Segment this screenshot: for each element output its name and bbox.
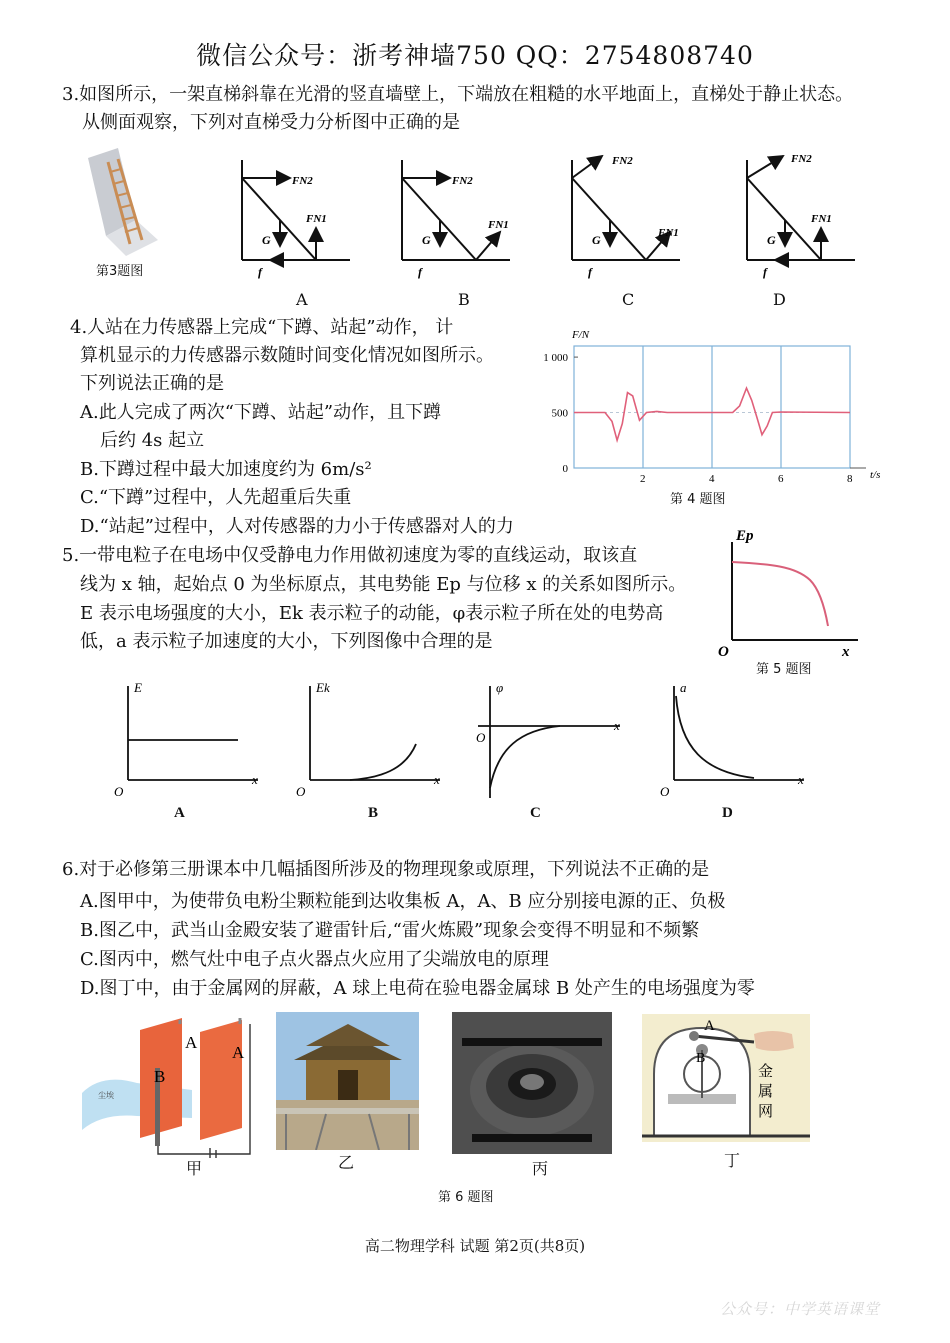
q3-diagram-a: [230, 150, 355, 285]
f-label: f: [588, 265, 592, 279]
q6-option-d: D.图丁中，由于金属网的屏蔽，A 球上电荷在验电器金属球 B 处产生的电场强度为零: [80, 978, 755, 999]
q5-graph-c: [470, 678, 630, 803]
fn1-label: FN1: [488, 219, 509, 231]
q3-fig-caption: 第3题图: [96, 264, 144, 279]
q5-graph-d: [654, 678, 814, 803]
precipitator-figure: [82, 1018, 262, 1158]
page-footer: 高二物理学科 试题 第2页(共8页): [364, 1237, 586, 1255]
sphere-b-label: B: [696, 1051, 706, 1066]
watermark: 公众号：中学英语课堂: [719, 1300, 880, 1318]
q5-stem-line3: E 表示电场强度的大小，Ek 表示粒子的动能，φ表示粒子所在处的电势高: [80, 603, 664, 624]
chart-x-tick: 6: [778, 473, 784, 485]
q4-option-d: D.“站起”过程中，人对传感器的力小于传感器对人的力: [80, 516, 514, 537]
q3-option-a-label: A: [296, 290, 308, 309]
q5-option-b-label: B: [368, 805, 379, 821]
f-label: f: [418, 265, 422, 279]
q6-option-c: C.图丙中，燃气灶中电子点火器点火应用了尖端放电的原理: [80, 949, 549, 970]
wire-b-label: B: [154, 1067, 166, 1086]
plate-a-label: A: [185, 1033, 198, 1052]
q3-option-d-label: D: [773, 290, 786, 309]
fig-jia-label: 甲: [186, 1159, 203, 1178]
q5-option-d-label: D: [722, 805, 733, 821]
chart-x-axis-label: t/s: [870, 469, 881, 481]
q6-option-a: A.图甲中，为使带负电粉尘颗粒能到达收集板 A，A、B 应分别接电源的正、负极: [80, 891, 726, 912]
g-label: G: [422, 233, 431, 247]
x-axis-label: x: [614, 718, 620, 733]
dust-label: 尘埃: [98, 1091, 114, 1100]
q4-force-time-chart: [528, 320, 898, 490]
q3-stem-line1: 3.如图所示，一架直梯斜靠在光滑的竖直墙壁上，下端放在粗糙的水平地面上，直梯处于静止状态。: [62, 84, 854, 105]
g-label: G: [592, 233, 601, 247]
origin-label: O: [296, 784, 306, 799]
f-label: f: [258, 265, 262, 279]
q3-diagram-d: [735, 150, 860, 285]
net-label-1: 金: [758, 1064, 774, 1080]
electroscope-figure: [642, 1014, 810, 1142]
q3-option-b-label: B: [458, 290, 470, 309]
q4-fig-caption: 第 4 题图: [670, 492, 726, 507]
fn2-label: FN2: [292, 175, 313, 187]
f-label: f: [763, 265, 767, 279]
fn1-label: FN1: [658, 227, 679, 239]
q4-stem-line2: 算机显示的力传感器示数随时间变化情况如图所示。: [80, 345, 494, 366]
chart-y-tick: 0: [562, 463, 568, 475]
x-axis-label: x: [842, 644, 850, 660]
gas-stove-photo: [452, 1012, 612, 1154]
g-label: G: [262, 233, 271, 247]
q5-stem-line1: 5.一带电粒子在电场中仅受静电力作用做初速度为零的直线运动，取该直: [62, 545, 638, 566]
q4-option-a-line1: A.此人完成了两次“下蹲、站起”动作，且下蹲: [80, 402, 442, 423]
q3-diagram-c: [560, 150, 685, 285]
q3-diagram-b: [390, 150, 515, 285]
fn1-label: FN1: [811, 213, 832, 225]
ep-axis-label: Ep: [736, 528, 754, 544]
x-axis-label: x: [798, 772, 804, 787]
chart-y-tick: 500: [551, 407, 568, 420]
net-label-3: 网: [758, 1104, 774, 1120]
q4-option-a-line2: 后约 4s 起立: [100, 430, 205, 451]
q6-option-b: B.图乙中，武当山金殿安装了避雷针后,“雷火炼殿”现象会变得不明显和不频繁: [80, 920, 700, 941]
fn2-label: FN2: [791, 153, 812, 165]
x-axis-label: x: [434, 772, 440, 787]
golden-hall-photo: [276, 1012, 419, 1150]
chart-x-tick: 8: [847, 473, 853, 485]
q4-option-c: C.“下蹲”过程中，人先超重后失重: [80, 487, 352, 508]
graph-c-y-label: φ: [496, 680, 504, 695]
fn1-label: FN1: [306, 213, 327, 225]
fig-bing-label: 丙: [532, 1159, 549, 1178]
ladder-figure: [78, 148, 158, 258]
chart-y-axis-label: F/N: [572, 329, 590, 341]
origin-label: O: [476, 730, 486, 745]
q6-stem: 6.对于必修第三册课本中几幅插图所涉及的物理现象或原理，下列说法不正确的是: [62, 859, 710, 880]
fn2-label: FN2: [612, 155, 633, 167]
q5-graph-a: [108, 678, 268, 803]
origin-label: O: [718, 644, 729, 660]
q4-stem-line3: 下列说法正确的是: [80, 373, 224, 394]
q5-option-a-label: A: [174, 805, 185, 821]
q5-stem-line2: 线为 x 轴，起始点 0 为坐标原点，其电势能 Ep 与位移 x 的关系如图所示。: [80, 574, 687, 595]
q5-graph-b: [290, 678, 450, 803]
q3-stem-line2: 从侧面观察，下列对直梯受力分析图中正确的是: [82, 112, 460, 133]
q5-stem-line4: 低，a 表示粒子加速度的大小，下列图像中合理的是: [80, 631, 493, 652]
q4-option-b: B.下蹲过程中最大加速度约为 6m/s²: [80, 459, 372, 480]
graph-d-y-label: a: [680, 680, 687, 695]
fn2-label: FN2: [452, 175, 473, 187]
chart-y-tick: 1 000: [543, 352, 568, 365]
q5-fig-caption: 第 5 题图: [756, 662, 812, 677]
fig-ding-label: 丁: [724, 1151, 741, 1170]
q5-option-c-label: C: [530, 805, 541, 821]
fig-yi-label: 乙: [338, 1153, 355, 1172]
q5-ep-x-graph: [710, 524, 870, 664]
x-axis-label: x: [252, 772, 258, 787]
q3-option-c-label: C: [622, 290, 635, 309]
origin-label: O: [114, 784, 124, 799]
ball-a-label: A: [704, 1018, 715, 1034]
graph-b-y-label: Ek: [316, 680, 330, 695]
g-label: G: [767, 233, 776, 247]
plate-a2-label: A: [232, 1043, 245, 1062]
net-label-2: 属: [758, 1084, 774, 1100]
chart-x-tick: 2: [640, 473, 646, 485]
origin-label: O: [660, 784, 670, 799]
q6-fig-caption: 第 6 题图: [438, 1190, 494, 1205]
graph-a-y-label: E: [134, 680, 142, 695]
page-header: 微信公众号：浙考神墙750 QQ：2754808740: [196, 41, 754, 70]
chart-x-tick: 4: [709, 473, 715, 485]
q4-stem-line1: 4.人站在力传感器上完成“下蹲、站起”动作， 计: [70, 317, 454, 338]
